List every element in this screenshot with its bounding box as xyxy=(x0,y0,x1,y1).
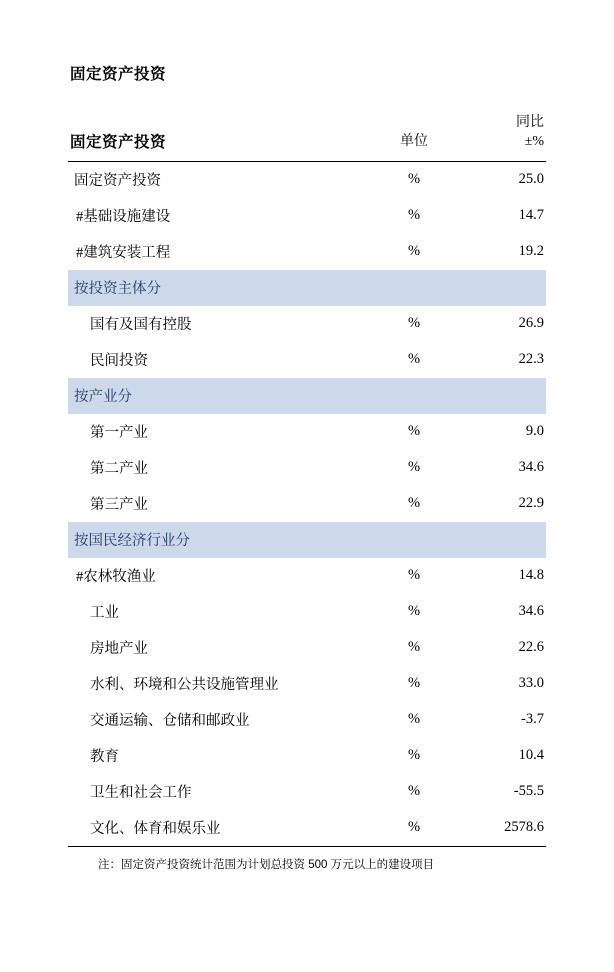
row-unit: % xyxy=(407,171,421,188)
column-header-unit: 单位 xyxy=(368,110,460,161)
row-value: 33.0 xyxy=(518,675,544,692)
table-row xyxy=(68,414,546,450)
section-label: 按国民经济行业分 xyxy=(68,522,546,558)
row-unit: % xyxy=(407,747,421,764)
row-value: 34.6 xyxy=(518,603,544,620)
row-value: 9.0 xyxy=(525,423,544,440)
table-row xyxy=(68,594,546,630)
table-row xyxy=(68,738,546,774)
row-unit: % xyxy=(407,351,421,368)
column-header-value-line2: ±% xyxy=(524,133,544,149)
table-note: 注：固定资产投资统计范围为计划总投资 500 万元以上的建设项目 xyxy=(98,858,435,871)
table-row xyxy=(68,630,546,666)
row-label: 民间投资 xyxy=(90,353,148,370)
table-row xyxy=(68,306,546,342)
table-section-row xyxy=(68,378,546,414)
row-unit: % xyxy=(407,459,421,476)
table-row xyxy=(68,234,546,270)
row-value: 26.9 xyxy=(518,315,544,332)
row-unit: % xyxy=(407,567,421,584)
row-value: 14.7 xyxy=(518,207,544,224)
table-row xyxy=(68,486,546,522)
row-label: 第一产业 xyxy=(90,425,148,442)
table-section-row xyxy=(68,522,546,558)
row-unit: % xyxy=(407,783,421,800)
table-row xyxy=(68,810,546,847)
row-value: 19.2 xyxy=(518,243,544,260)
row-value: 14.8 xyxy=(518,567,544,584)
table-header xyxy=(68,110,546,161)
row-label: #农林牧渔业 xyxy=(76,569,156,586)
table-row xyxy=(68,450,546,486)
row-value: 22.3 xyxy=(518,351,544,368)
row-unit: % xyxy=(407,603,421,620)
row-value: 22.6 xyxy=(518,639,544,656)
table-row xyxy=(68,702,546,738)
row-unit: % xyxy=(368,810,460,847)
row-label: 国有及国有控股 xyxy=(90,317,192,334)
table-row xyxy=(68,774,546,810)
fixed-asset-investment-table xyxy=(68,110,546,847)
row-unit: % xyxy=(407,315,421,332)
row-label: #基础设施建设 xyxy=(76,209,171,226)
row-unit: % xyxy=(407,207,421,224)
row-value: -3.7 xyxy=(521,711,544,728)
row-unit: % xyxy=(407,711,421,728)
row-label: 文化、体育和娱乐业 xyxy=(68,810,368,847)
row-label: 固定资产投资 xyxy=(74,173,161,190)
column-header-name: 固定资产投资 xyxy=(68,110,368,161)
column-header-value xyxy=(460,110,546,161)
row-label: 教育 xyxy=(90,749,119,766)
table-section-row xyxy=(68,270,546,306)
section-label: 按投资主体分 xyxy=(68,270,546,306)
row-label: 交通运输、仓储和邮政业 xyxy=(90,713,250,730)
table-header-row xyxy=(68,110,546,161)
table-body xyxy=(68,161,546,846)
row-value: 10.4 xyxy=(518,747,544,764)
section-label: 按产业分 xyxy=(68,378,546,414)
row-value: -55.5 xyxy=(513,783,544,800)
row-value: 25.0 xyxy=(518,171,544,188)
row-label: 房地产业 xyxy=(90,641,148,658)
row-unit: % xyxy=(407,243,421,260)
table-row xyxy=(68,198,546,234)
row-label: 水利、环境和公共设施管理业 xyxy=(90,677,279,694)
row-label: 卫生和社会工作 xyxy=(90,785,192,802)
row-value: 22.9 xyxy=(518,495,544,512)
table-row xyxy=(68,558,546,594)
row-unit: % xyxy=(407,675,421,692)
row-label: 工业 xyxy=(90,605,119,622)
table-row xyxy=(68,161,546,198)
row-value: 34.6 xyxy=(518,459,544,476)
table-row xyxy=(68,666,546,702)
table-row xyxy=(68,342,546,378)
row-label: 第三产业 xyxy=(90,497,148,514)
row-value: 2578.6 xyxy=(460,810,546,847)
row-unit: % xyxy=(407,495,421,512)
row-unit: % xyxy=(407,423,421,440)
row-label: #建筑安装工程 xyxy=(76,245,171,262)
row-unit: % xyxy=(407,639,421,656)
page-title: 固定资产投资 xyxy=(70,66,167,83)
row-label: 第二产业 xyxy=(90,461,148,478)
column-header-value-line1: 同比 xyxy=(516,115,544,130)
